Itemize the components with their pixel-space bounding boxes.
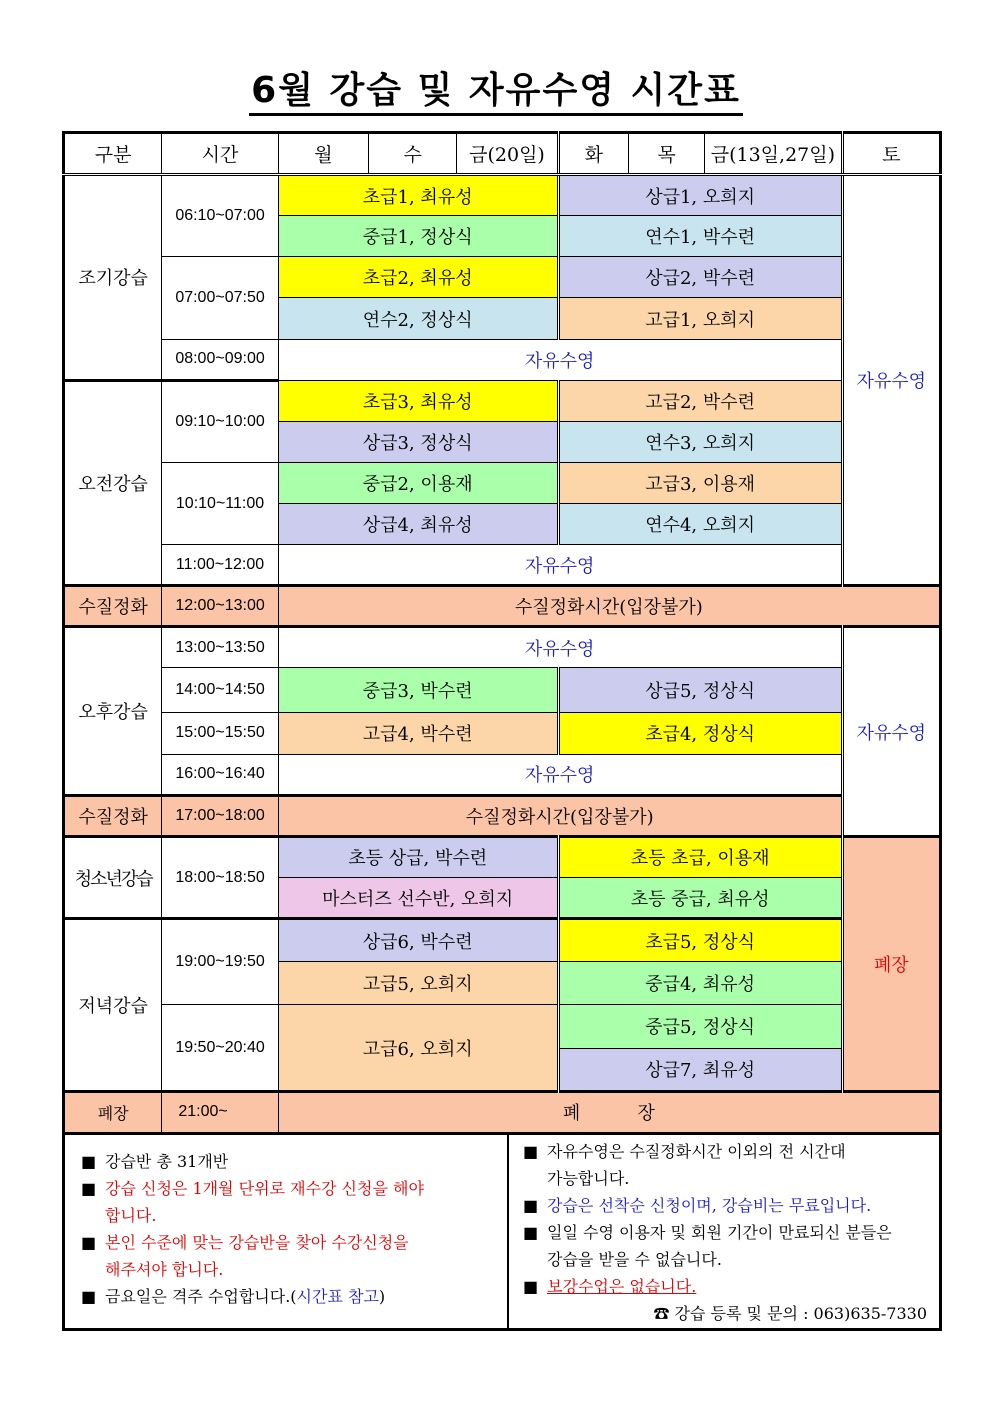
time-cell: 19:50~20:40 — [162, 1005, 278, 1091]
sat-free-swim-afternoon: 자유수영 — [842, 627, 940, 837]
class-cell: 상급4, 최유성 — [278, 504, 558, 545]
table-row — [64, 257, 941, 298]
sat-free-swim-morning: 자유수영 — [842, 175, 940, 586]
note-item: ■ 강습은 선착순 신청이며, 강습비는 무료입니다. — [523, 1192, 933, 1219]
table-row — [64, 712, 941, 754]
bullet-square-icon: ■ — [523, 1277, 539, 1296]
class-cell: 중급3, 박수련 — [278, 668, 558, 712]
category-clean: 수질정화 — [64, 795, 162, 836]
table-row — [64, 1005, 941, 1048]
bullet-square-icon: ■ — [523, 1223, 539, 1242]
sat-closed-cell: 폐장 — [842, 836, 940, 1091]
class-cell: 상급2, 박수련 — [558, 257, 842, 298]
header-sat: 토 — [842, 133, 940, 175]
bullet-square-icon: ■ — [81, 1179, 97, 1198]
note-continuation: 강습을 받을 수 없습니다. — [547, 1250, 722, 1269]
time-cell: 15:00~15:50 — [162, 712, 278, 754]
table-row — [64, 1091, 941, 1133]
table-row — [64, 668, 941, 712]
notes-left — [65, 1134, 509, 1328]
closed-span-cell: 폐 장 — [278, 1091, 940, 1133]
class-cell: 고급3, 이용재 — [558, 462, 842, 503]
category-early: 조기강습 — [64, 175, 162, 381]
contact-info: ☎ 강습 등록 및 문의 : 063)635-7330 — [653, 1304, 927, 1323]
class-cell: 고급1, 오희지 — [558, 298, 842, 339]
table-row — [64, 795, 941, 836]
class-cell: 상급7, 최유성 — [558, 1048, 842, 1091]
class-cell: 연수3, 오희지 — [558, 421, 842, 462]
table-row — [64, 380, 941, 421]
class-cell: 초급4, 정상식 — [558, 712, 842, 754]
note-continuation: 해주셔야 합니다. — [105, 1260, 224, 1279]
page-title: 6월 강습 및 자유수영 시간표 — [0, 62, 992, 113]
category-afternoon: 오후강습 — [64, 627, 162, 795]
category-evening: 저녁강습 — [64, 919, 162, 1092]
time-cell: 07:00~07:50 — [162, 257, 278, 339]
class-cell: 고급5, 오희지 — [278, 962, 558, 1005]
header-tue: 화 — [558, 133, 628, 175]
table-row — [64, 754, 941, 795]
class-cell: 상급6, 박수련 — [278, 919, 558, 962]
table-row — [64, 339, 941, 380]
note-item: ■ 강습반 총 31개반 — [81, 1148, 507, 1175]
class-cell: 초급5, 정상식 — [558, 919, 842, 962]
class-cell: 상급1, 오희지 — [558, 175, 842, 216]
class-cell: 마스터즈 선수반, 오희지 — [278, 878, 558, 919]
class-cell: 상급3, 정상식 — [278, 421, 558, 462]
class-cell: 초급2, 최유성 — [278, 257, 558, 298]
time-cell: 08:00~09:00 — [162, 339, 278, 380]
class-cell: 중급4, 최유성 — [558, 962, 842, 1005]
header-time: 시간 — [162, 133, 278, 175]
class-cell: 중급5, 정상식 — [558, 1005, 842, 1048]
class-cell: 고급6, 오희지 — [278, 1005, 558, 1091]
class-cell: 초등 초급, 이용재 — [558, 836, 842, 877]
class-cell: 연수2, 정상식 — [278, 298, 558, 339]
header-thu: 목 — [628, 133, 704, 175]
notes-box — [62, 1134, 942, 1331]
schedule-table — [62, 131, 942, 1135]
table-row — [64, 175, 941, 216]
time-cell: 12:00~13:00 — [162, 586, 278, 627]
clean-time-cell: 수질정화시간(입장불가) — [278, 795, 842, 836]
header-fri-13-27: 금(13일,27일) — [705, 133, 842, 175]
free-swim-cell: 자유수영 — [278, 545, 842, 586]
clean-time-cell: 수질정화시간(입장불가) — [278, 586, 940, 627]
category-youth: 청소년강습 — [64, 836, 162, 918]
note-item: ■ 강습 신청은 1개월 단위로 재수강 신청을 해야 — [81, 1175, 507, 1202]
header-wed: 수 — [369, 133, 457, 175]
time-cell: 14:00~14:50 — [162, 668, 278, 712]
time-cell: 19:00~19:50 — [162, 919, 278, 1005]
note-item: ■ 본인 수준에 맞는 강습반을 찾아 수강신청을 — [81, 1229, 507, 1256]
time-cell: 16:00~16:40 — [162, 754, 278, 795]
category-closed: 폐장 — [64, 1091, 162, 1133]
note-continuation: 가능합니다. — [547, 1169, 630, 1188]
note-item: ■ 금요일은 격주 수업합니다.(시간표 참고) — [81, 1283, 507, 1310]
bullet-square-icon: ■ — [81, 1233, 97, 1252]
time-cell: 21:00~ — [162, 1091, 278, 1133]
class-cell: 고급4, 박수련 — [278, 712, 558, 754]
note-item: ■ 일일 수영 이용자 및 회원 기간이 만료되신 분들은 — [523, 1219, 933, 1246]
class-cell: 초등 중급, 최유성 — [558, 878, 842, 919]
header-row — [64, 133, 941, 175]
header-division: 구분 — [64, 133, 162, 175]
table-row — [64, 586, 941, 627]
category-morning: 오전강습 — [64, 380, 162, 586]
table-row — [64, 462, 941, 503]
class-cell: 초급1, 최유성 — [278, 175, 558, 216]
class-cell: 연수4, 오희지 — [558, 504, 842, 545]
class-cell: 초급3, 최유성 — [278, 380, 558, 421]
time-cell: 17:00~18:00 — [162, 795, 278, 836]
table-row — [64, 545, 941, 586]
time-cell: 06:10~07:00 — [162, 175, 278, 257]
note-item: ■ 보강수업은 없습니다. — [523, 1273, 933, 1300]
table-row — [64, 919, 941, 962]
time-cell: 10:10~11:00 — [162, 462, 278, 544]
time-cell: 11:00~12:00 — [162, 545, 278, 586]
class-cell: 상급5, 정상식 — [558, 668, 842, 712]
category-clean: 수질정화 — [64, 586, 162, 627]
bullet-square-icon: ■ — [523, 1196, 539, 1215]
free-swim-cell: 자유수영 — [278, 754, 842, 795]
header-fri-20: 금(20일) — [457, 133, 558, 175]
table-row — [64, 836, 941, 877]
note-item: ■ 자유수영은 수질정화시간 이외의 전 시간대 — [523, 1138, 933, 1165]
header-mon: 월 — [278, 133, 368, 175]
class-cell: 연수1, 박수련 — [558, 216, 842, 257]
free-swim-cell: 자유수영 — [278, 339, 842, 380]
time-cell: 18:00~18:50 — [162, 836, 278, 918]
class-cell: 중급1, 정상식 — [278, 216, 558, 257]
time-cell: 09:10~10:00 — [162, 380, 278, 462]
class-cell: 중급2, 이용재 — [278, 462, 558, 503]
time-cell: 13:00~13:50 — [162, 627, 278, 668]
bullet-square-icon: ■ — [81, 1287, 97, 1306]
free-swim-cell: 자유수영 — [278, 627, 842, 668]
class-cell: 고급2, 박수련 — [558, 380, 842, 421]
note-continuation: 합니다. — [105, 1206, 157, 1225]
table-row — [64, 627, 941, 668]
bullet-square-icon: ■ — [523, 1142, 539, 1161]
bullet-square-icon: ■ — [81, 1152, 97, 1171]
class-cell: 초등 상급, 박수련 — [278, 836, 558, 877]
notes-right — [509, 1134, 939, 1328]
